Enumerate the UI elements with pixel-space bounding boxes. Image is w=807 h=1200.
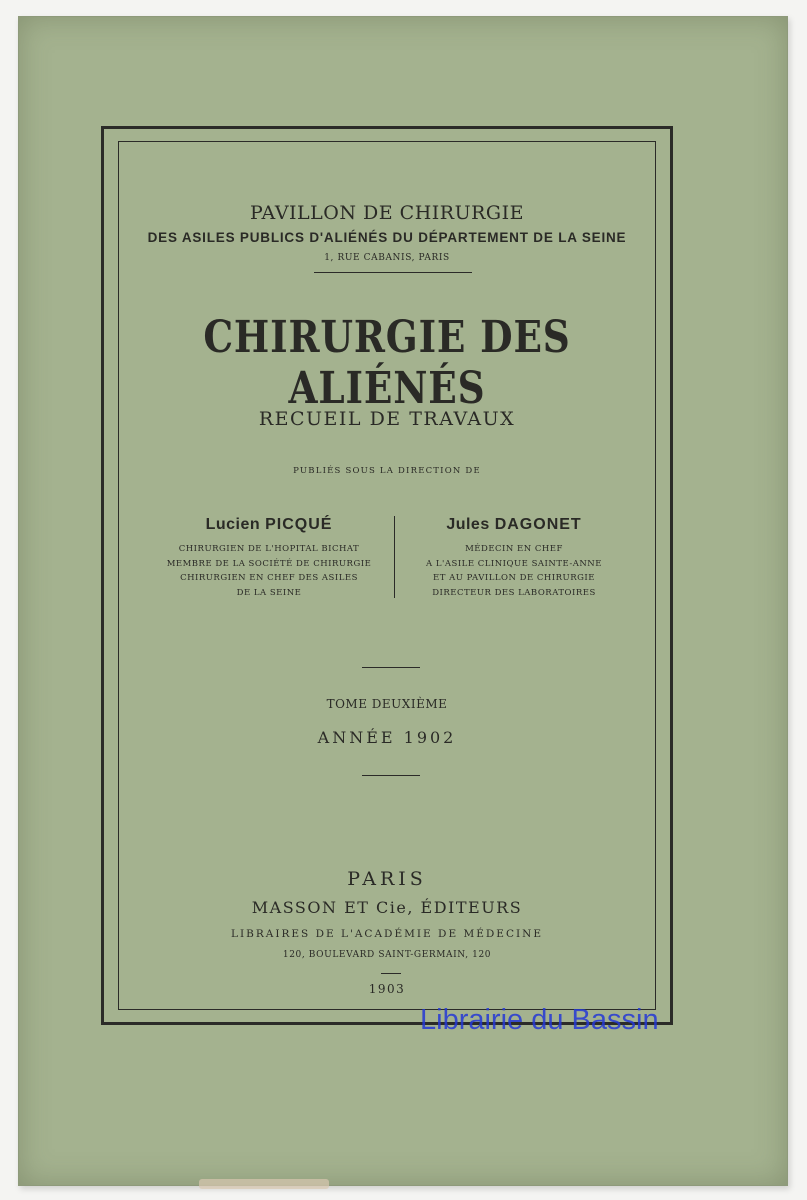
credential-line: DE LA SEINE: [236, 587, 302, 598]
author-picque: [149, 516, 389, 600]
author-name: [149, 516, 389, 534]
author-first-name: Jules: [446, 516, 490, 533]
author-dagonet: [404, 516, 624, 600]
annee-label: ANNÉE 1902: [317, 728, 457, 747]
asiles-heading: DES ASILES PUBLICS D'ALIÉNÉS DU DÉPARTEMENT DE LA SEINE: [147, 230, 627, 245]
credential-line: CHIRURGIEN DE L'HOPITAL BICHAT: [178, 544, 360, 554]
inner-frame: [118, 141, 656, 1010]
publisher-name: MASSON ET Cie, ÉDITEURS: [251, 898, 523, 917]
year-rule: [381, 973, 401, 974]
book-title: CHIRURGIE DES ALIÉNÉS: [203, 312, 571, 414]
author-credentials: [404, 542, 624, 600]
publisher-city: PARIS: [347, 868, 427, 890]
header-rule: [314, 272, 472, 273]
publication-year: 1903: [368, 982, 406, 996]
author-first-name: Lucien: [205, 516, 261, 533]
pavillon-address: 1, RUE CABANIS, PARIS: [324, 253, 450, 263]
section-rule: [362, 667, 420, 668]
credential-line: ET AU PAVILLON DE CHIRURGIE: [433, 573, 595, 583]
credential-line: MEMBRE DE LA SOCIÉTÉ DE CHIRURGIE: [166, 558, 372, 569]
publisher-address: 120, BOULEVARD SAINT-GERMAIN, 120: [282, 950, 492, 960]
credential-line: DIRECTEUR DES LABORATOIRES: [432, 587, 596, 598]
watermark: Librairie du Bassin: [420, 1004, 659, 1036]
publisher-libraires: LIBRAIRES DE L'ACADÉMIE DE MÉDECINE: [231, 928, 543, 940]
cover-wear: [199, 1179, 329, 1189]
tome-label: TOME DEUXIÈME: [326, 697, 448, 711]
credential-line: A L'ASILE CLINIQUE SAINTE-ANNE: [426, 558, 602, 569]
pavillon-heading: PAVILLON DE CHIRURGIE: [250, 202, 524, 224]
author-credentials: [149, 542, 389, 600]
author-divider: [394, 516, 395, 598]
author-name: [404, 516, 624, 534]
publies-line: PUBLIÉS SOUS LA DIRECTION DE: [293, 466, 481, 476]
book-subtitle: RECUEIL DE TRAVAUX: [258, 408, 516, 430]
author-last-name: DAGONET: [494, 516, 582, 533]
book-cover: [18, 16, 788, 1186]
author-last-name: PICQUÉ: [265, 516, 333, 533]
credential-line: MÉDECIN EN CHEF: [465, 544, 563, 554]
credential-line: CHIRURGIEN EN CHEF DES ASILES: [180, 573, 358, 583]
section-rule: [362, 775, 420, 776]
outer-frame: [101, 126, 673, 1025]
